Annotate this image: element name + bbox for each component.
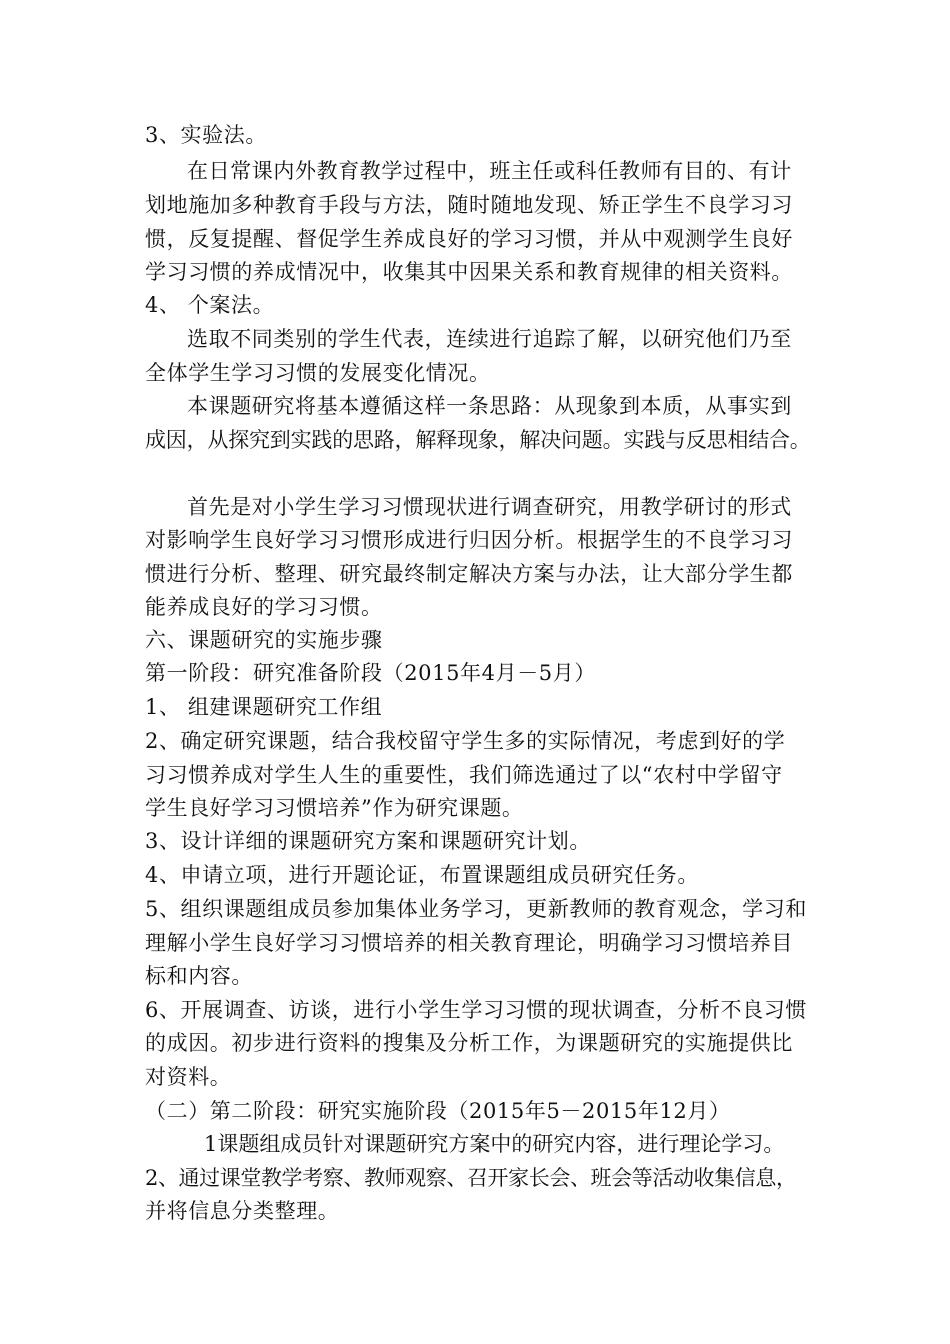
- list-item: 2、确定研究课题，结合我校留守学生多的实际情况，考虑到好的学: [145, 729, 786, 753]
- paragraph-line: 惯进行分析、整理、研究最终制定解决方案与办法，让大部分学生都: [145, 562, 793, 586]
- stage-heading: （二）第二阶段：研究实施阶段（2015年5－2015年12月）: [145, 1099, 731, 1123]
- paragraph-line: 对资料。: [145, 1065, 232, 1089]
- list-item: 6、开展调查、访谈，进行小学生学习习惯的现状调查，分析不良习惯: [145, 998, 807, 1022]
- list-item: 1、 组建课题研究工作组: [145, 695, 383, 719]
- paragraph-line: 并将信息分类整理。: [145, 1199, 340, 1223]
- paragraph-line: 标和内容。: [145, 964, 253, 988]
- paragraph-line: 惯，反复提醒、督促学生养成良好的学习习惯，并从中观测学生良好: [145, 227, 793, 251]
- stage-heading: 第一阶段：研究准备阶段（2015年4月－5月）: [145, 661, 596, 685]
- list-item: 2、通过课堂教学考察、教师观察、召开家长会、班会等活动收集信息，: [145, 1166, 797, 1190]
- text-line: 3、实验法。: [145, 123, 267, 147]
- paragraph-line: 学习习惯的养成情况中，收集其中因果关系和教育规律的相关资料。: [145, 260, 793, 284]
- paragraph-line: 在日常课内外教育教学过程中，班主任或科任教师有目的、有计: [187, 159, 792, 183]
- paragraph-line: 选取不同类别的学生代表，连续进行追踪了解，以研究他们乃至: [187, 327, 792, 351]
- paragraph-line: 习习惯养成对学生人生的重要性，我们筛选通过了以“农村中学留守: [145, 763, 783, 787]
- paragraph-line: 本课题研究将基本遵循这样一条思路：从现象到本质，从事实到: [187, 394, 792, 418]
- paragraph-line: 全体学生学习习惯的发展变化情况。: [145, 361, 491, 385]
- list-item: 1课题组成员针对课题研究方案中的研究内容，进行理论学习。: [204, 1132, 785, 1156]
- paragraph-line: 的成因。初步进行资料的搜集及分析工作，为课题研究的实施提供比: [145, 1031, 793, 1055]
- list-item: 4、申请立项，进行开题论证，布置课题组成员研究任务。: [145, 863, 699, 887]
- text-line: 4、 个案法。: [145, 293, 275, 317]
- paragraph-line: 划地施加多种教育手段与方法，随时随地发现、矫正学生不良学习习: [145, 193, 793, 217]
- paragraph-line: 成因，从探究到实践的思路，解释现象，解决问题。实践与反思相结合。: [145, 428, 811, 452]
- section-heading: 六、课题研究的实施步骤: [145, 628, 383, 652]
- list-item: 5、组织课题组成员参加集体业务学习，更新教师的教育观念，学习和: [145, 897, 807, 921]
- paragraph-line: 对影响学生良好学习习惯形成进行归因分析。根据学生的不良学习习: [145, 528, 793, 552]
- list-item: 3、设计详细的课题研究方案和课题研究计划。: [145, 829, 591, 853]
- paragraph-line: 能养成良好的学习习惯。: [145, 595, 383, 619]
- paragraph-line: 理解小学生良好学习习惯培养的相关教育理论，明确学习习惯培养目: [145, 931, 793, 955]
- paragraph-line: 学生良好学习习惯培养”作为研究课题。: [145, 796, 524, 820]
- paragraph-line: 首先是对小学生学习习惯现状进行调查研究，用教学研讨的形式: [187, 495, 792, 519]
